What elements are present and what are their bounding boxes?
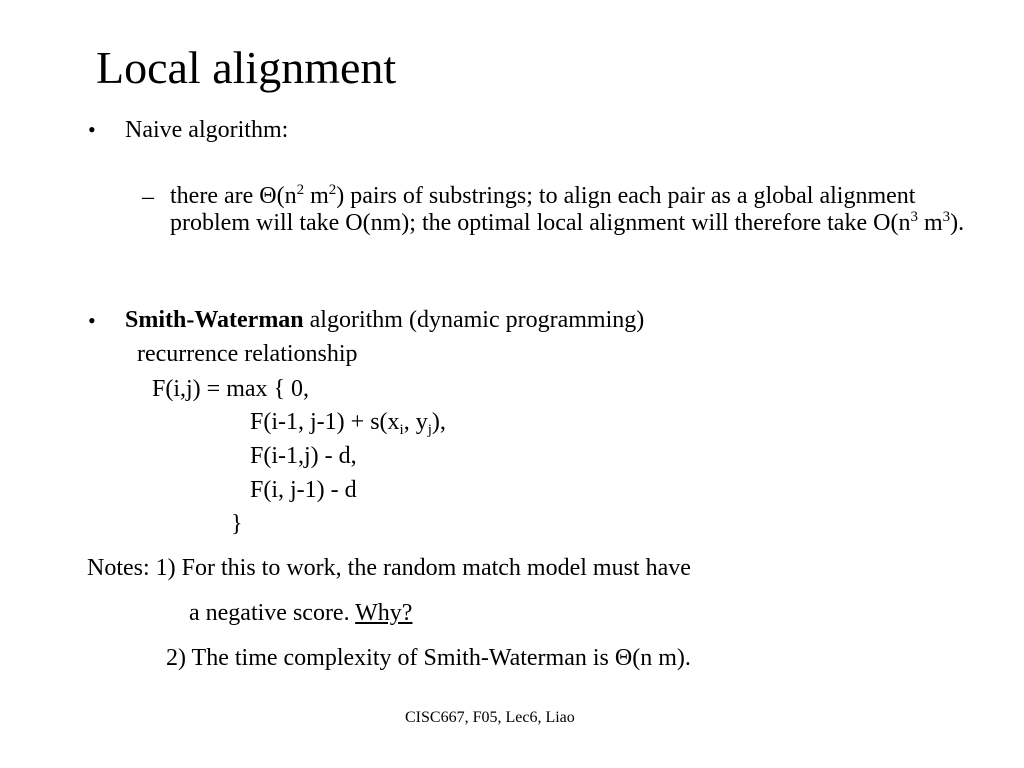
slide-footer: CISC667, F05, Lec6, Liao — [405, 709, 575, 726]
text-segment: a negative score. — [189, 600, 356, 626]
why-link[interactable]: Why? — [355, 600, 413, 626]
bullet-marker: • — [88, 117, 96, 142]
text-segment: there are Θ(n — [170, 183, 297, 209]
recurrence-line-4: F(i, j-1) - d — [250, 477, 357, 503]
subscript: j — [427, 422, 432, 438]
recurrence-heading: recurrence relationship — [137, 341, 358, 367]
bullet-marker: • — [88, 308, 96, 333]
superscript: 3 — [942, 209, 951, 225]
notes-line-1: Notes: 1) For this to work, the random match model must have — [87, 555, 691, 581]
text-segment: F(i-1, j-1) + s(x — [250, 409, 400, 435]
superscript: 3 — [910, 209, 918, 225]
recurrence-line-2 — [250, 409, 446, 438]
notes-line-3: 2) The time complexity of Smith-Waterman is Θ(n m). — [166, 645, 691, 671]
recurrence-line-1: F(i,j) = max { 0, — [152, 376, 310, 402]
text-segment: m — [917, 210, 943, 236]
text-segment: m — [304, 183, 329, 209]
recurrence-close-brace: } — [231, 511, 243, 537]
notes-line-2 — [189, 601, 412, 625]
bullet-smith-waterman — [125, 308, 644, 332]
slide-title: Local alignment — [96, 42, 397, 93]
superscript: 2 — [328, 182, 337, 198]
sub-bullet-marker: – — [142, 184, 154, 210]
bullet-naive-algorithm: Naive algorithm: — [125, 117, 289, 143]
text-segment: ), — [431, 409, 446, 435]
subscript: i — [399, 422, 404, 438]
naive-complexity-text — [170, 183, 970, 237]
text-segment: algorithm (dynamic programming) — [303, 307, 645, 333]
superscript: 2 — [296, 182, 305, 198]
smith-waterman-label: Smith-Waterman — [125, 307, 304, 333]
recurrence-line-3: F(i-1,j) - d, — [250, 443, 357, 469]
text-segment: ) pairs of substrings; to align each pair as a global alignment problem will take O(nm); the optimal local alignment will therefore take O(n — [170, 183, 916, 236]
text-segment: ). — [950, 210, 965, 236]
text-segment: , y — [403, 409, 428, 435]
